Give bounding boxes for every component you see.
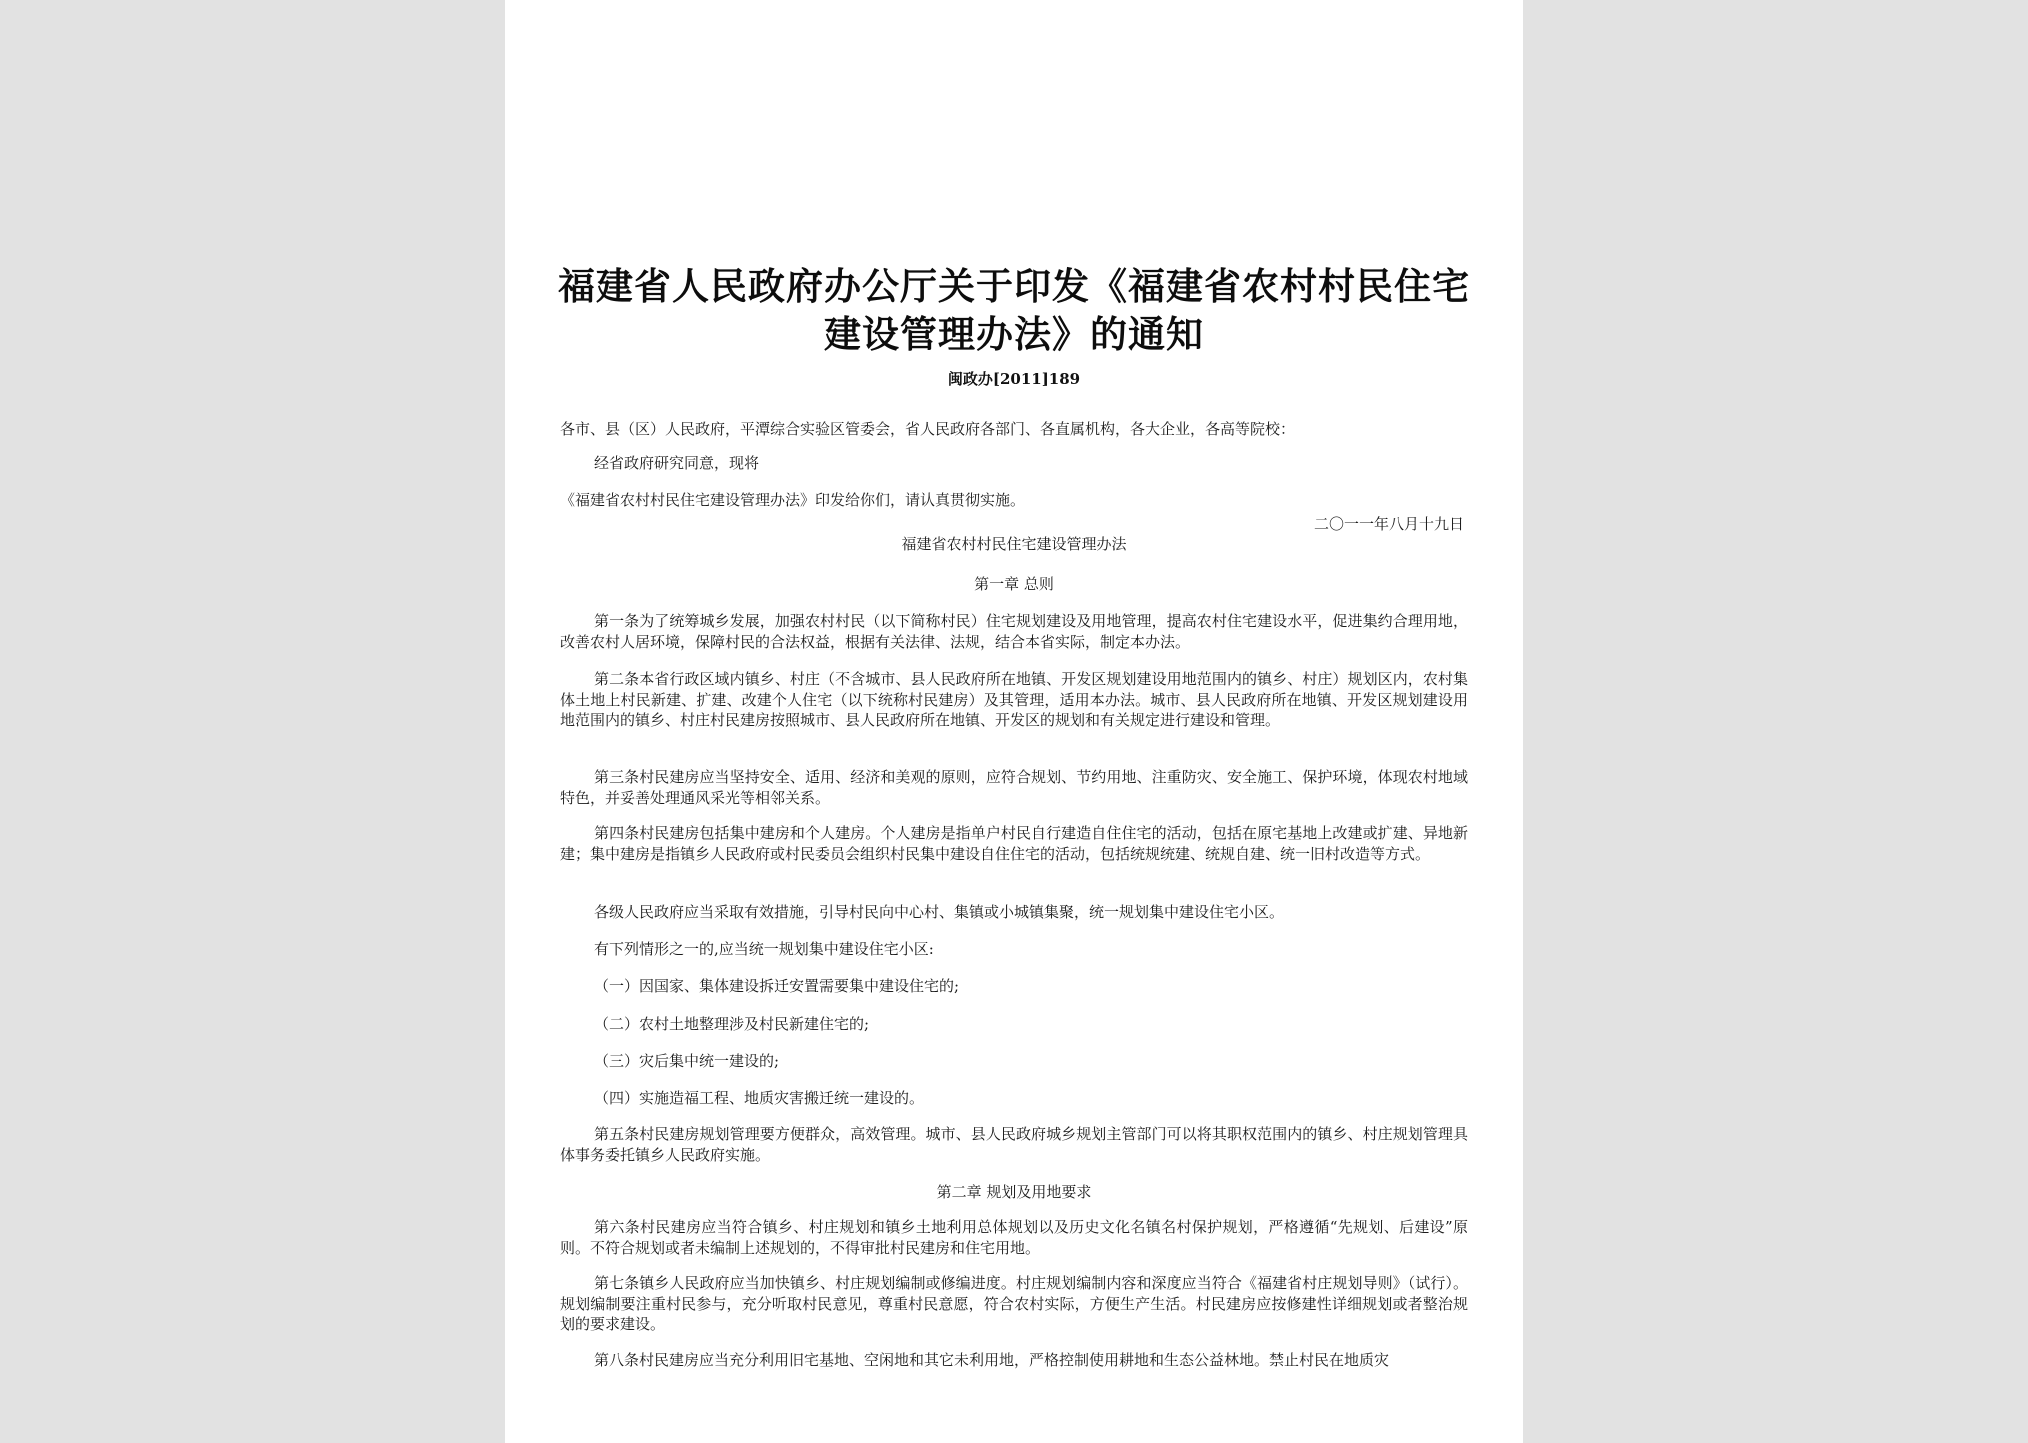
- article-8: 第八条村民建房应当充分利用旧宅基地、空闲地和其它未利用地，严格控制使用耕地和生态公益林地。禁止村民在地质灾: [594, 1351, 1390, 1369]
- article-4: 第四条村民建房包括集中建房和个人建房。个人建房是指单户村民自行建造自住住宅的活动，包括在原宅基地上改建或扩建、异地新建；集中建房是指镇乡人民政府或村民委员会组织村民集中建设自住住宅的活动，包括统规统建、统规自建、统一旧村改造等方式。: [560, 824, 1468, 863]
- case-item-4: （四）实施造福工程、地质灾害搬迁统一建设的。: [594, 1089, 925, 1107]
- document-title-line-2: 建设管理办法》的通知: [824, 312, 1204, 356]
- regulation-title: 福建省农村村民住宅建设管理办法: [901, 535, 1127, 553]
- document-number: 闽政办[2011]189: [947, 370, 1081, 388]
- paragraph-government-measures: 各级人民政府应当采取有效措施，引导村民向中心村、集镇或小城镇集聚，统一规划集中建设住宅小区。: [594, 903, 1285, 921]
- article-6: 第六条村民建房应当符合镇乡、村庄规划和镇乡土地利用总体规划以及历史文化名镇名村保护规划，严格遵循“先规划、后建设”原则。不符合规划或者未编制上述规划的，不得审批村民建房和住宅用地。: [560, 1218, 1468, 1257]
- article-7: 第七条镇乡人民政府应当加快镇乡、村庄规划编制或修编进度。村庄规划编制内容和深度应当符合《福建省村庄规划导则》（试行）。规划编制要注重村民参与，充分听取村民意见，尊重村民意愿，符合农村实际，方便生产生活。村民建房应按修建性详细规划或者整治规划的要求建设。: [560, 1274, 1468, 1333]
- chapter-2-heading: 第二章 规划及用地要求: [936, 1183, 1092, 1201]
- chapter-1-heading: 第一章 总则: [974, 575, 1054, 593]
- document-page: [505, 0, 1523, 1443]
- case-item-2: （二）农村土地整理涉及村民新建住宅的;: [594, 1015, 870, 1033]
- article-3: 第三条村民建房应当坚持安全、适用、经济和美观的原则，应符合规划、节约用地、注重防灾、安全施工、保护环境，体现农村地域特色，并妥善处理通风采光等相邻关系。: [560, 768, 1468, 807]
- issue-date: 二〇一一年八月十九日: [1313, 515, 1464, 533]
- paragraph-cases-intro: 有下列情形之一的,应当统一规划集中建设住宅小区:: [594, 940, 934, 958]
- case-item-1: （一）因国家、集体建设拆迁安置需要集中建设住宅的;: [594, 977, 960, 995]
- case-item-3: （三）灾后集中统一建设的;: [594, 1052, 780, 1070]
- document-title-line-1: 福建省人民政府办公厅关于印发《福建省农村村民住宅: [558, 264, 1470, 308]
- intro-line-1: 经省政府研究同意，现将: [594, 454, 760, 472]
- intro-line-2: 《福建省农村村民住宅建设管理办法》印发给你们，请认真贯彻实施。: [560, 491, 1026, 509]
- article-2: 第二条本省行政区域内镇乡、村庄（不含城市、县人民政府所在地镇、开发区规划建设用地范围内的镇乡、村庄）规划区内，农村集体土地上村民新建、扩建、改建个人住宅（以下统称村民建房）及其管理，适用本办法。城市、县人民政府所在地镇、开发区规划建设用地范围内的镇乡、村庄村民建房按照城市、县人民政府所在地镇、开发区的规划和有关规定进行建设和管理。: [560, 670, 1468, 729]
- recipients-line: 各市、县（区）人民政府，平潭综合实验区管委会，省人民政府各部门、各直属机构，各大企业，各高等院校：: [560, 420, 1296, 438]
- article-1: 第一条为了统筹城乡发展，加强农村村民（以下简称村民）住宅规划建设及用地管理，提高农村住宅建设水平，促进集约合理用地，改善农村人居环境，保障村民的合法权益，根据有关法律、法规，结合本省实际，制定本办法。: [560, 612, 1468, 651]
- article-5: 第五条村民建房规划管理要方便群众，高效管理。城市、县人民政府城乡规划主管部门可以将其职权范围内的镇乡、村庄规划管理具体事务委托镇乡人民政府实施。: [560, 1125, 1468, 1164]
